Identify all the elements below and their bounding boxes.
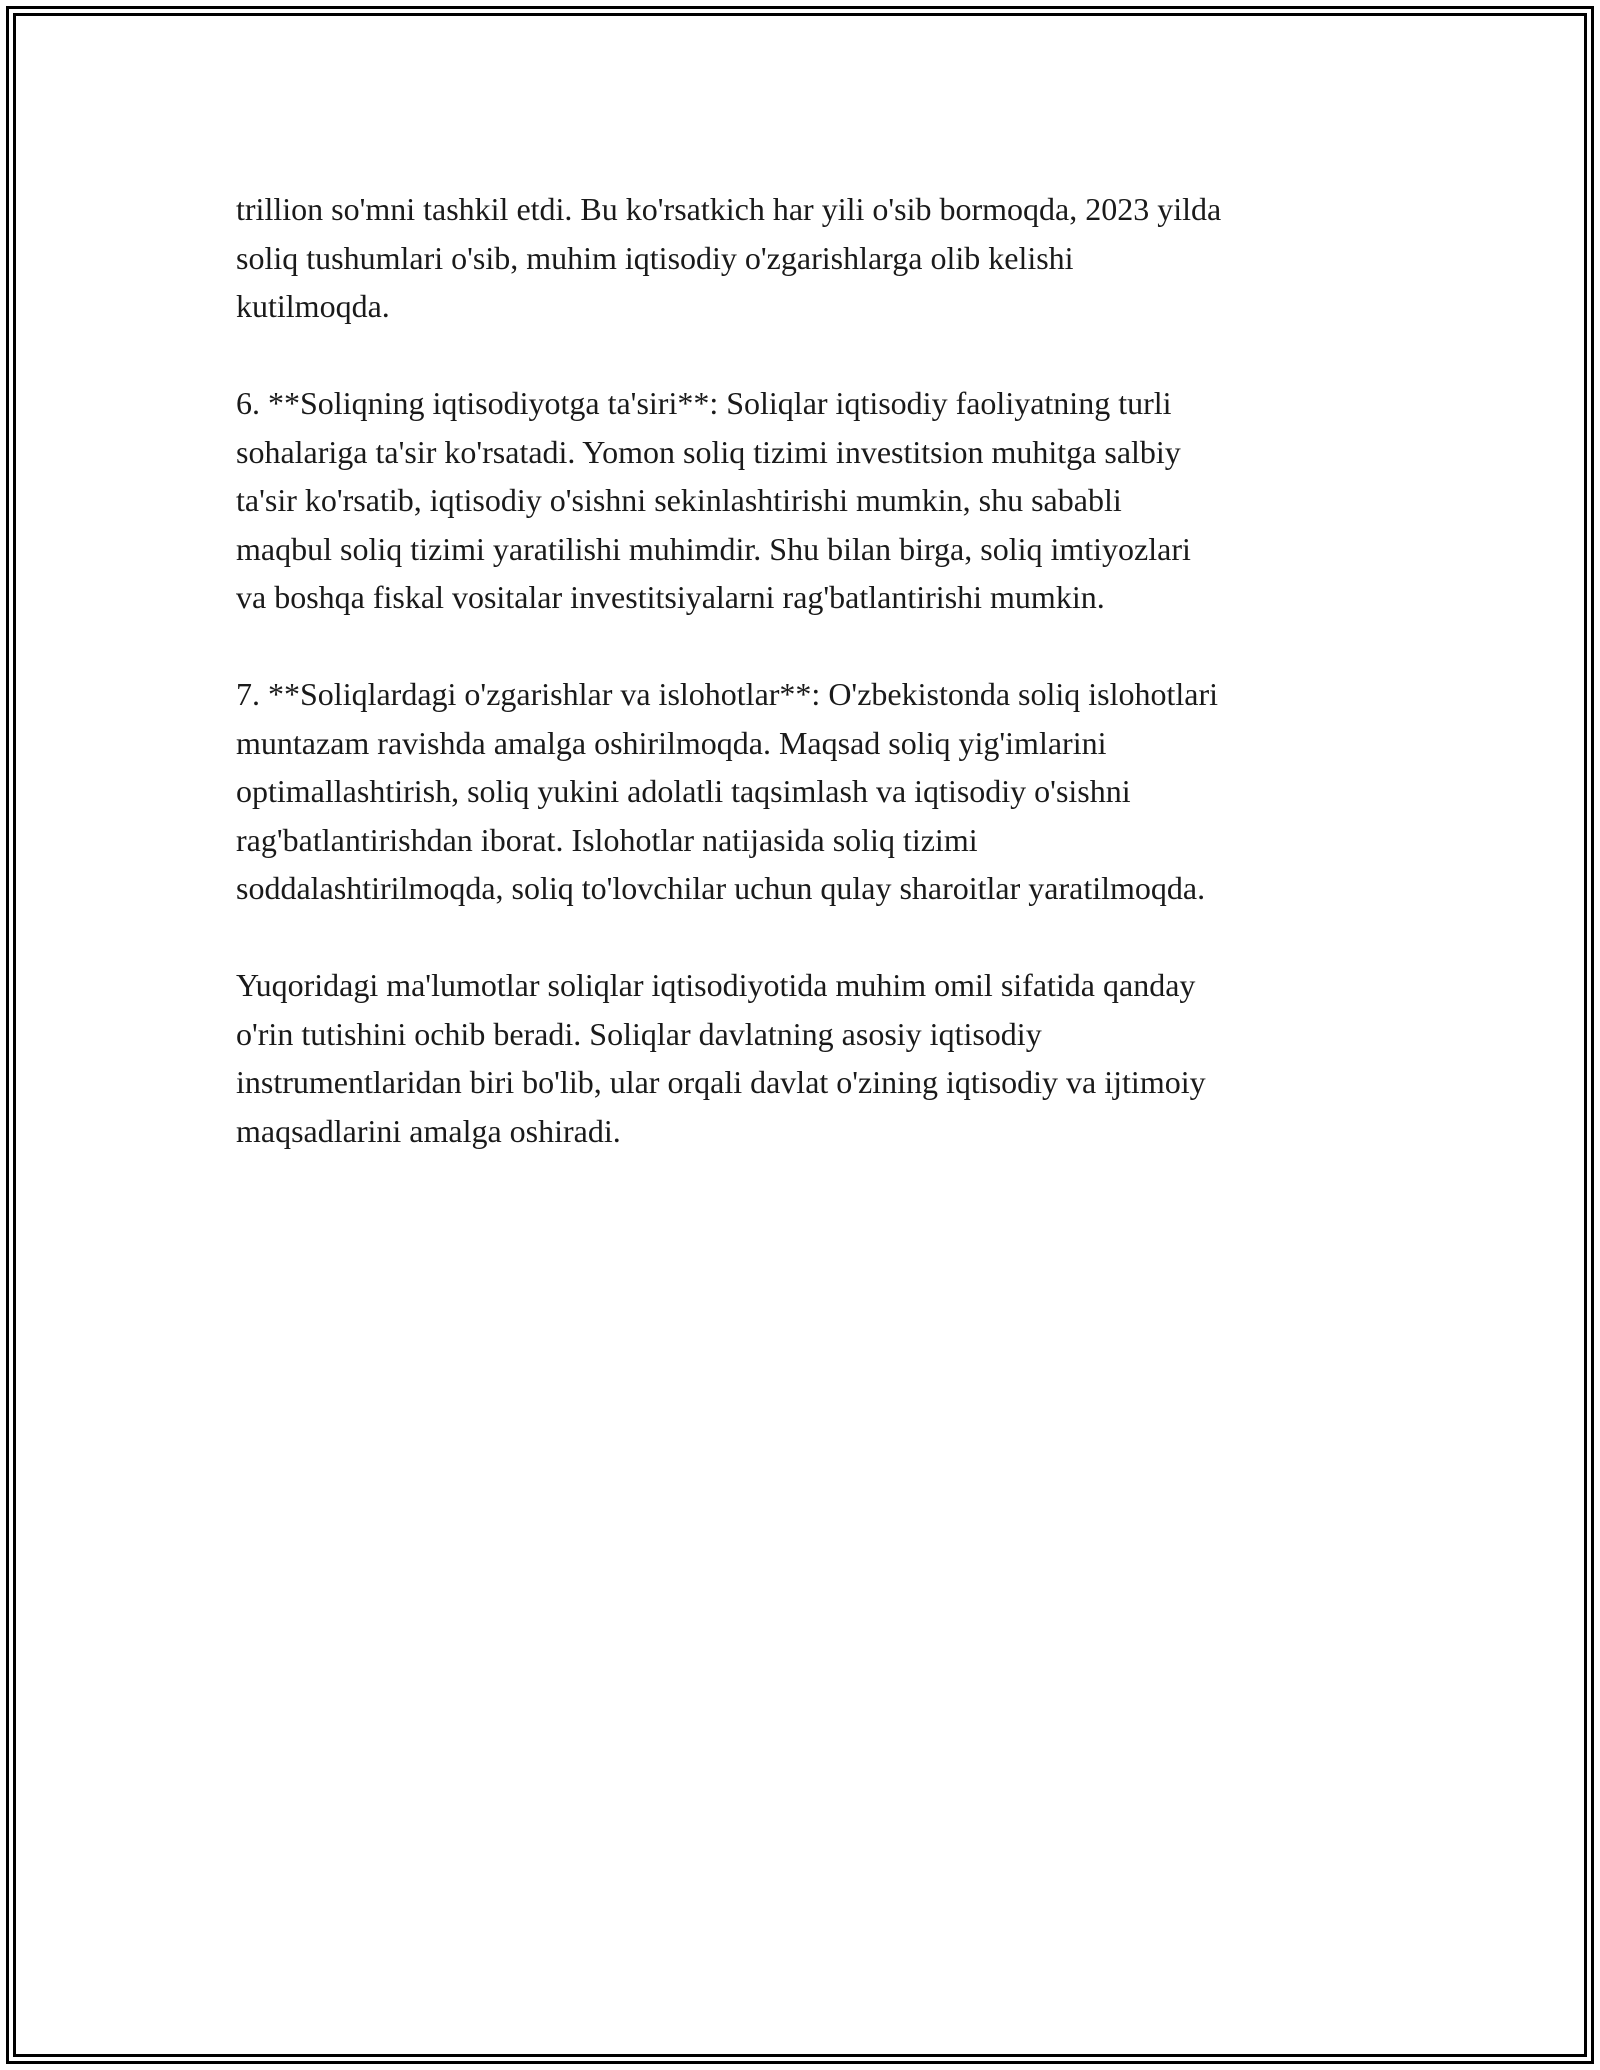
paragraph-conclusion: Yuqoridagi ma'lumotlar soliqlar iqtisodiyotida muhim omil sifatida qanday o'rin tutishini ochib beradi. Soliqlar davlatning asosiy iqtisodiy instrumentlaridan biri bo'lib, ular orqali davlat o'zining iqtisodiy va ijtimoiy maqsadlarini amalga oshiradi. — [236, 967, 1206, 1149]
document-body — [236, 185, 1386, 1204]
paragraph-tax-revenue-continuation: trillion so'mni tashkil etdi. Bu ko'rsatkich har yili o'sib bormoqda, 2023 yilda soliq tushumlari o'sib, muhim iqtisodiy o'zgarishlarga olib kelishi kutilmoqda. — [236, 191, 1222, 324]
paragraph-tax-economic-impact: 6. **Soliqning iqtisodiyotga ta'siri**: Soliqlar iqtisodiy faoliyatning turli sohalariga ta'sir ko'rsatadi. Yomon soliq tizimi investitsion muhitga salbiy ta'sir ko'rsatib, iqtisodiy o'sishni sekinlashtirishi mumkin, shu sababli maqbul soliq tizimi yaratilishi muhimdir. Shu bilan birga, soliq imtiyozlari va boshqa fiskal vositalar investitsiyalarni rag'batlantirishi mumkin. — [236, 385, 1191, 615]
paragraph-tax-reforms: 7. **Soliqlardagi o'zgarishlar va islohotlar**: O'zbekistonda soliq islohotlari muntazam ravishda amalga oshirilmoqda. Maqsad soliq yig'imlarini optimallashtirish, soliq yukini adolatli taqsimlash va iqtisodiy o'sishni rag'batlantirishdan iborat. Islohotlar natijasida soliq tizimi soddalashtirilmoqda, soliq to'lovchilar uchun qulay sharoitlar yaratilmoqda. — [236, 676, 1219, 906]
